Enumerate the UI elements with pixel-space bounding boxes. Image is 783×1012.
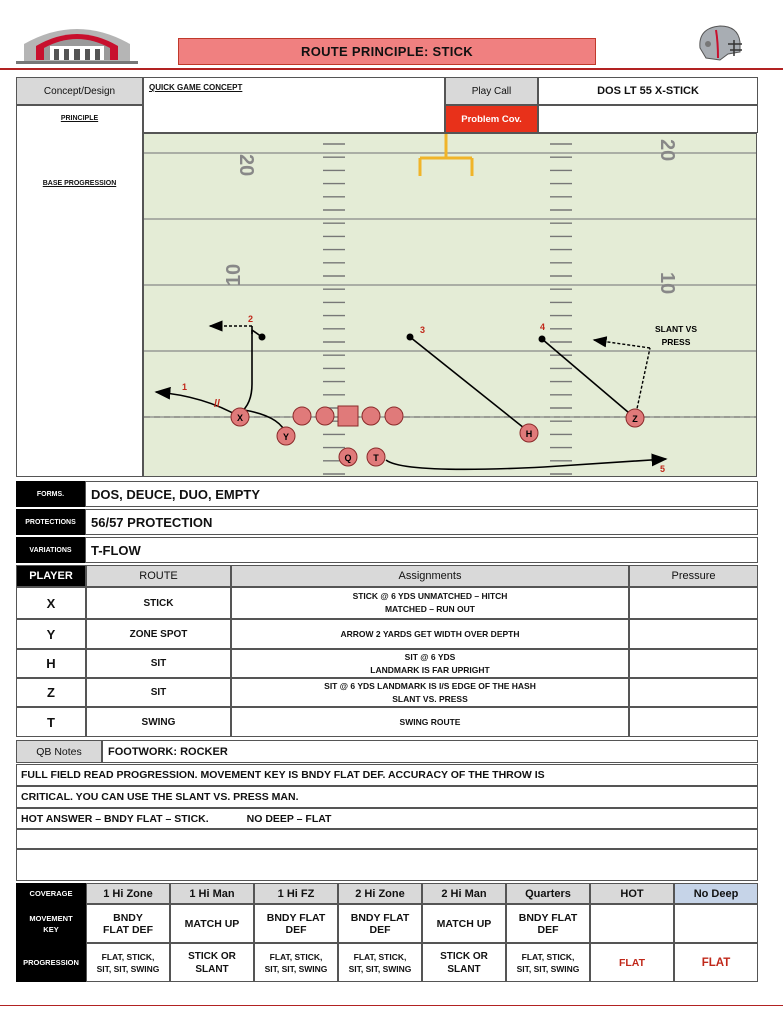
qb-note-line bbox=[16, 764, 758, 786]
assignments-header bbox=[231, 565, 629, 587]
base-progression-label bbox=[17, 177, 142, 188]
progression-label bbox=[16, 943, 86, 982]
cell-text: STICK @ 6 YDS UNMATCHED – HITCH bbox=[352, 591, 508, 601]
progression-cell bbox=[338, 943, 422, 982]
table-row-assignment bbox=[231, 678, 629, 707]
principle-label-text: PRINCIPLE bbox=[60, 115, 99, 122]
table-row-pressure bbox=[629, 707, 758, 737]
helmet-icon bbox=[694, 22, 744, 66]
cell-text: X bbox=[46, 595, 56, 611]
header-rule bbox=[0, 68, 783, 70]
qb-note-text: HOT ANSWER – BNDY FLAT – STICK. bbox=[21, 812, 209, 825]
yard-number: 20 bbox=[656, 139, 678, 162]
pressure-header-text: Pressure bbox=[671, 570, 716, 582]
table-row-route bbox=[86, 619, 231, 649]
coverage-header-no-deep bbox=[674, 883, 758, 904]
cell-text: FLAT bbox=[618, 956, 646, 969]
qb-note-line bbox=[16, 808, 758, 829]
cell-text: BNDY FLAT bbox=[350, 911, 410, 924]
coverage-header bbox=[338, 883, 422, 904]
route-x-stick bbox=[156, 392, 240, 417]
route-number: 1 bbox=[182, 382, 188, 392]
table-row-assignment bbox=[231, 587, 629, 619]
movement-cell bbox=[674, 904, 758, 943]
cell-text: DEF bbox=[285, 923, 307, 936]
cell-text: FLAT bbox=[701, 956, 731, 969]
cell-text: SLANT VS. PRESS bbox=[392, 693, 468, 704]
cell-text: SIT, SIT, SWING bbox=[348, 963, 412, 974]
cell-text: SLANT bbox=[447, 963, 481, 975]
variations-label-text: VARIATIONS bbox=[29, 546, 72, 554]
base-progression-label-text: BASE PROGRESSION bbox=[42, 180, 117, 187]
yard-number: 10 bbox=[223, 263, 245, 286]
coverage-label bbox=[16, 883, 86, 904]
cell-text: FLAT, STICK, bbox=[269, 951, 323, 962]
route-number: 4 bbox=[540, 322, 546, 332]
route-z-slant-stem bbox=[635, 348, 650, 418]
movement-cell bbox=[86, 904, 170, 943]
cell-text: SIT, SIT, SWING bbox=[516, 963, 580, 974]
table-row-player bbox=[16, 619, 86, 649]
movement-cell bbox=[338, 904, 422, 943]
qb-footwork bbox=[102, 740, 758, 763]
problem-coverage-label-text: Problem Cov. bbox=[461, 113, 522, 125]
cell-text: DEF bbox=[537, 923, 559, 936]
player-label: Y bbox=[282, 432, 290, 442]
variations-value-text: T-FLOW bbox=[91, 542, 141, 558]
qb-note-line bbox=[16, 829, 758, 849]
cell-text: STICK OR bbox=[440, 950, 488, 962]
yard-number: 20 bbox=[235, 154, 257, 177]
table-row-player bbox=[16, 678, 86, 707]
player-label: T bbox=[373, 453, 379, 463]
cell-text: FLAT, STICK, bbox=[521, 951, 575, 962]
progression-cell bbox=[86, 943, 170, 982]
coverage-header bbox=[86, 883, 170, 904]
pressure-header bbox=[629, 565, 758, 587]
cell-text: SLANT bbox=[195, 963, 229, 975]
qb-notes-label bbox=[16, 740, 102, 763]
stadium-logo bbox=[14, 16, 140, 66]
cell-text: H bbox=[46, 656, 56, 671]
coverage-header-text: 2 Hi Zone bbox=[355, 887, 405, 900]
cell-text: SWING ROUTE bbox=[399, 716, 461, 727]
coverage-header-text: 1 Hi Man bbox=[189, 887, 235, 900]
slant-annotation-line1: SLANT VS bbox=[654, 324, 698, 334]
table-row-route bbox=[86, 678, 231, 707]
cell-text: SWING bbox=[141, 716, 176, 728]
qb-notes-label-text: QB Notes bbox=[36, 745, 82, 758]
movement-key-label bbox=[16, 904, 86, 943]
player-header bbox=[16, 565, 86, 587]
route-y-endpoint bbox=[259, 334, 266, 341]
lineman-icon bbox=[293, 407, 311, 425]
assignments-header-text: Assignments bbox=[398, 570, 462, 582]
problem-coverage-value bbox=[538, 105, 758, 133]
coverage-header-text: No Deep bbox=[693, 887, 739, 900]
goal-post-icon bbox=[420, 134, 472, 176]
cell-text: ARROW 2 YARDS GET WIDTH OVER DEPTH bbox=[340, 628, 520, 639]
cell-text: MATCHED – RUN OUT bbox=[384, 604, 476, 614]
coverage-label-text: COVERAGE bbox=[29, 889, 73, 898]
footer-rule bbox=[0, 1005, 783, 1006]
slant-annotation-line2: PRESS bbox=[661, 337, 691, 347]
cell-text: LANDMARK IS FAR UPRIGHT bbox=[370, 664, 490, 675]
cell-text: SIT, SIT, SWING bbox=[264, 963, 328, 974]
coverage-header-text: 1 Hi Zone bbox=[103, 887, 153, 900]
concept-label bbox=[16, 77, 143, 105]
yard-number: 10 bbox=[656, 272, 678, 295]
cell-text: T bbox=[47, 714, 55, 730]
cell-text: MATCH UP bbox=[436, 917, 492, 930]
progression-cell bbox=[506, 943, 590, 982]
table-row-player bbox=[16, 707, 86, 737]
protections-label-text: PROTECTIONS bbox=[25, 518, 76, 526]
qb-note-text: FULL FIELD READ PROGRESSION. MOVEMENT KEY IS BNDY FLAT DEF. ACCURACY OF THE THROW IS bbox=[21, 769, 545, 781]
concept-value-text: QUICK GAME CONCEPT bbox=[149, 83, 243, 92]
table-row-player bbox=[16, 649, 86, 678]
variations-value bbox=[85, 537, 758, 563]
movement-cell bbox=[170, 904, 254, 943]
coverage-header-text: 1 Hi FZ bbox=[277, 887, 315, 900]
cell-text: BNDY FLAT bbox=[266, 911, 326, 924]
progression-cell bbox=[422, 943, 506, 982]
coverage-header bbox=[254, 883, 338, 904]
movement-cell bbox=[422, 904, 506, 943]
coverage-header bbox=[590, 883, 674, 904]
principle-panel bbox=[16, 105, 143, 477]
table-row-route bbox=[86, 587, 231, 619]
protections-value bbox=[85, 509, 758, 535]
cell-text: SIT @ 6 YDS LANDMARK IS I/S EDGE OF THE HASH bbox=[324, 680, 536, 691]
player-h bbox=[520, 424, 538, 442]
table-row-pressure bbox=[629, 587, 758, 619]
play-call-value bbox=[538, 77, 758, 105]
play-call-value-text: DOS LT 55 X-STICK bbox=[597, 85, 699, 97]
cell-text: STICK bbox=[143, 597, 174, 609]
player-y bbox=[277, 427, 295, 445]
coverage-header-text: Quarters bbox=[525, 887, 571, 900]
movement-cell bbox=[254, 904, 338, 943]
lineman-icon bbox=[362, 407, 380, 425]
route-number: 2 bbox=[248, 314, 254, 324]
page-title bbox=[178, 38, 596, 65]
table-row-pressure bbox=[629, 678, 758, 707]
coverage-header-text: HOT bbox=[620, 887, 644, 900]
player-label: Q bbox=[344, 453, 352, 463]
route-z-slant bbox=[594, 340, 650, 348]
principle-label bbox=[17, 112, 142, 123]
player-label: X bbox=[236, 413, 244, 423]
play-call-label-text: Play Call bbox=[471, 85, 512, 97]
cell-text: Y bbox=[46, 626, 56, 642]
movement-key-text: KEY bbox=[43, 924, 59, 934]
table-row-assignment bbox=[231, 649, 629, 678]
table-row-route bbox=[86, 707, 231, 737]
table-row-pressure bbox=[629, 619, 758, 649]
play-call-label bbox=[445, 77, 538, 105]
qb-footwork-text: FOOTWORK: ROCKER bbox=[108, 745, 228, 758]
route-h-endpoint bbox=[407, 334, 414, 341]
offensive-line bbox=[293, 406, 403, 426]
progression-cell-hot bbox=[590, 943, 674, 982]
movement-cell bbox=[590, 904, 674, 943]
player-label: Z bbox=[632, 414, 638, 424]
coverage-header bbox=[422, 883, 506, 904]
hash-marks-right bbox=[550, 144, 572, 474]
variations-label bbox=[16, 537, 85, 563]
route-t-swing bbox=[386, 459, 666, 469]
protections-value-text: 56/57 PROTECTION bbox=[91, 514, 213, 530]
cell-text: Z bbox=[47, 685, 55, 700]
cell-text: SIT @ 6 YDS bbox=[404, 651, 456, 662]
player-t bbox=[367, 448, 385, 466]
table-row-assignment bbox=[231, 619, 629, 649]
forms-value-text: DOS, DEUCE, DUO, EMPTY bbox=[91, 486, 261, 502]
cell-text: BNDY bbox=[113, 911, 143, 924]
lineman-icon bbox=[385, 407, 403, 425]
cell-text: MATCH UP bbox=[184, 917, 240, 930]
cell-text: FLAT DEF bbox=[103, 923, 153, 936]
progression-label-text: PROGRESSION bbox=[23, 958, 79, 967]
player-q bbox=[339, 448, 357, 466]
route-header bbox=[86, 565, 231, 587]
table-row-assignment bbox=[231, 707, 629, 737]
player-header-text: PLAYER bbox=[29, 570, 73, 582]
forms-value bbox=[85, 481, 758, 507]
problem-coverage-label bbox=[445, 105, 538, 133]
forms-label-text: FORMS. bbox=[36, 490, 65, 498]
table-row-player bbox=[16, 587, 86, 619]
forms-label bbox=[16, 481, 85, 507]
table-row-pressure bbox=[629, 649, 758, 678]
table-row-route bbox=[86, 649, 231, 678]
page-title-text: ROUTE PRINCIPLE: STICK bbox=[301, 44, 473, 59]
concept-value bbox=[143, 77, 445, 133]
cell-text: FLAT, STICK, bbox=[101, 951, 155, 962]
coverage-header-text: 2 Hi Man bbox=[441, 887, 487, 900]
cell-text: SIT, SIT, SWING bbox=[96, 963, 160, 974]
qb-note-text: NO DEEP – FLAT bbox=[246, 812, 332, 825]
cell-text: ZONE SPOT bbox=[129, 628, 188, 640]
block-marker: // bbox=[214, 398, 221, 410]
route-number: 5 bbox=[660, 464, 666, 474]
cell-text: SIT bbox=[150, 687, 167, 698]
coverage-header bbox=[506, 883, 590, 904]
cell-text: SIT bbox=[150, 658, 167, 669]
progression-cell bbox=[170, 943, 254, 982]
qb-note-text: CRITICAL. YOU CAN USE THE SLANT VS. PRESS MAN. bbox=[21, 791, 299, 803]
coverage-header bbox=[170, 883, 254, 904]
center-icon bbox=[338, 406, 358, 426]
player-label: H bbox=[525, 429, 533, 439]
lineman-icon bbox=[316, 407, 334, 425]
route-header-text: ROUTE bbox=[139, 570, 178, 582]
cell-text: DEF bbox=[369, 923, 391, 936]
movement-cell bbox=[506, 904, 590, 943]
cell-text: FLAT, STICK, bbox=[353, 951, 407, 962]
route-y-arrow bbox=[240, 330, 252, 413]
protections-label bbox=[16, 509, 85, 535]
progression-cell bbox=[254, 943, 338, 982]
player-z bbox=[626, 409, 644, 427]
player-x bbox=[231, 408, 249, 426]
concept-label-text: Concept/Design bbox=[43, 85, 116, 97]
cell-text: STICK OR bbox=[188, 950, 236, 962]
route-number: 3 bbox=[420, 325, 426, 335]
qb-note-line bbox=[16, 786, 758, 808]
route-z-endpoint bbox=[539, 336, 546, 343]
play-diagram bbox=[143, 133, 757, 477]
qb-note-line bbox=[16, 849, 758, 881]
progression-cell-no-deep bbox=[674, 943, 758, 982]
movement-key-text: MOVEMENT bbox=[29, 913, 73, 923]
cell-text: BNDY FLAT bbox=[518, 911, 578, 924]
